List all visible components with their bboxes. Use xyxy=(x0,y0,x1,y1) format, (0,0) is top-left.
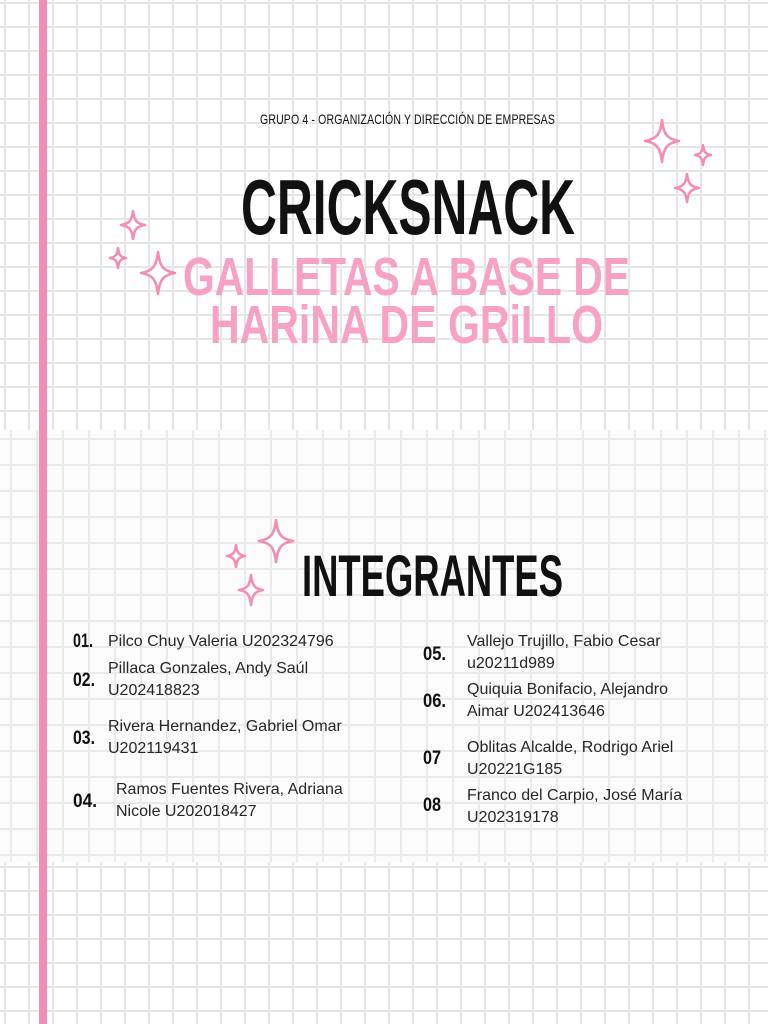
sparkle-icon xyxy=(675,174,699,202)
member-code-line: U202418823 xyxy=(108,682,200,699)
member-number: 08 xyxy=(423,794,441,816)
member-number: 01. xyxy=(73,630,93,652)
sparkle-icon xyxy=(110,248,126,268)
member-name-line: Pillaca Gonzales, Andy Saúl xyxy=(108,660,309,677)
member-name-line: Pilco Chuy Valeria U202324796 xyxy=(108,633,334,650)
sparkle-icon xyxy=(645,120,679,162)
brand-title: CRICKSNACK xyxy=(241,163,575,251)
group-label: GRUPO 4 - ORGANIZACIÓN Y DIRECCIÓN DE EMPRESAS xyxy=(260,111,555,127)
member-name-line: Oblitas Alcalde, Rodrigo Ariel xyxy=(467,739,674,756)
member-name xyxy=(467,631,661,675)
member-code-line: Aimar U202413646 xyxy=(467,703,605,720)
subtitle-line-1: GALLETAS A BASE DE xyxy=(183,247,630,307)
member-number: 03. xyxy=(73,727,95,749)
member-code-line: U20221G185 xyxy=(467,761,563,778)
member-name-line: Ramos Fuentes Rivera, Adriana xyxy=(116,781,343,798)
accent-bar xyxy=(39,0,47,1024)
member-name-line: Quiquia Bonifacio, Alejandro xyxy=(467,681,669,698)
member-number: 05. xyxy=(423,643,446,665)
member-number: 07 xyxy=(423,747,441,769)
member-name xyxy=(108,658,308,702)
subtitle-line-2: HARiNA DE GRiLLO xyxy=(210,295,603,355)
member-code-line: Nicole U202018427 xyxy=(116,803,257,820)
member-number: 04. xyxy=(73,790,97,812)
member-name xyxy=(467,737,673,781)
sparkle-icon xyxy=(121,211,145,239)
member-name xyxy=(467,679,668,723)
sparkle-icon xyxy=(141,252,175,294)
member-name-line: Vallejo Trujillo, Fabio Cesar xyxy=(467,633,661,650)
member-name xyxy=(108,631,334,653)
member-name xyxy=(108,716,342,760)
member-name-line: Franco del Carpio, José María xyxy=(467,787,683,804)
member-code-line: u20211d989 xyxy=(467,655,555,672)
member-code-line: U202319178 xyxy=(467,809,559,826)
member-code-line: U202119431 xyxy=(108,740,199,757)
members-heading: INTEGRANTES xyxy=(302,544,563,609)
member-number: 06. xyxy=(423,690,446,712)
member-name xyxy=(467,785,682,829)
member-number: 02. xyxy=(73,669,95,691)
member-name-line: Rivera Hernandez, Gabriel Omar xyxy=(108,718,342,735)
member-name xyxy=(116,779,343,823)
sparkle-icon xyxy=(695,145,711,165)
